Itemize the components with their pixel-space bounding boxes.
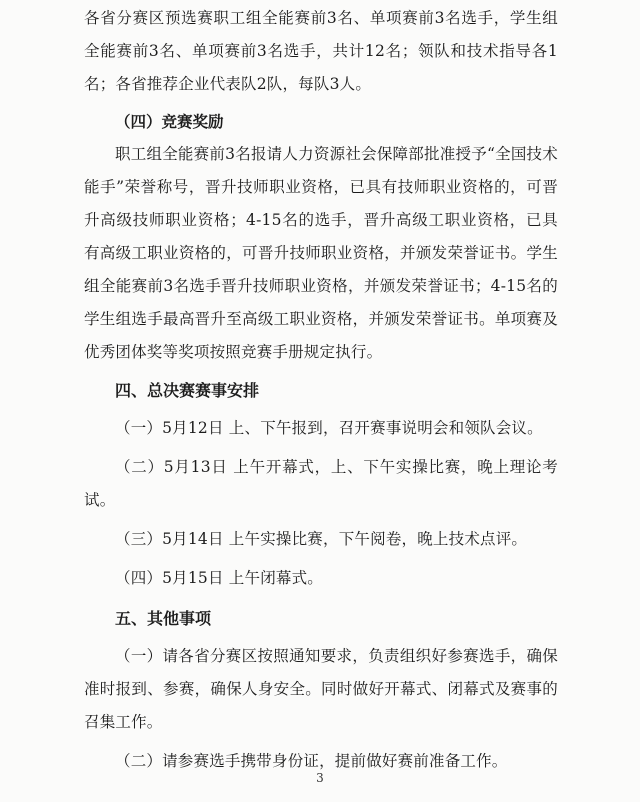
other-item: （二）请参赛选手携带身份证，提前做好赛前准备工作。 (115, 752, 508, 770)
schedule-item: （三）5月14日 上午实操比赛，下午阅卷，晚上技术点评。 (115, 530, 528, 548)
schedule-item: （二）5月13日 上午开幕式，上、下午实操比赛，晚上理论考试。 (84, 458, 558, 509)
schedule-item: （一）5月12日 上、下午报到，召开赛事说明会和领队会议。 (115, 419, 543, 437)
page-number: 3 (316, 771, 324, 785)
document-body (84, 2, 558, 778)
other-item: （一）请各省分赛区按照通知要求，负责组织好参赛选手，确保准时报到、参赛，确保人身安全。同时做好开幕式、闭幕式及赛事的召集工作。 (84, 647, 558, 731)
paragraph-awards: 职工组全能赛前3名报请人力资源社会保障部批准授予“全国技术能手”荣誉称号，晋升技师职业资格，已具有技师职业资格的，可晋升高级技师职业资格；4-15名的选手，晋升高级工职业资格，已具有高级工职业资格的，可晋升技师职业资格，并颁发荣誉证书。学生组全能赛前3名选手晋升技师职业资格，并颁发荣誉证书；4-15名的学生组选手最高晋升至高级工职业资格，并颁发荣誉证书。单项赛及优秀团体奖等奖项按照竞赛手册规定执行。 (84, 145, 558, 361)
schedule-item: （四）5月15日 上午闭幕式。 (115, 569, 324, 587)
section-heading-other-matters: 五、其他事项 (115, 609, 212, 628)
section-heading-schedule: 四、总决赛赛事安排 (115, 381, 260, 400)
subsection-heading-awards: （四）竞赛奖励 (115, 112, 224, 131)
paragraph-participants: 各省分赛区预选赛职工组全能赛前3名、单项赛前3名选手，学生组全能赛前3名、单项赛前3名选手，共计12名；领队和技术指导各1名；各省推荐企业代表队2队，每队3人。 (84, 9, 558, 93)
